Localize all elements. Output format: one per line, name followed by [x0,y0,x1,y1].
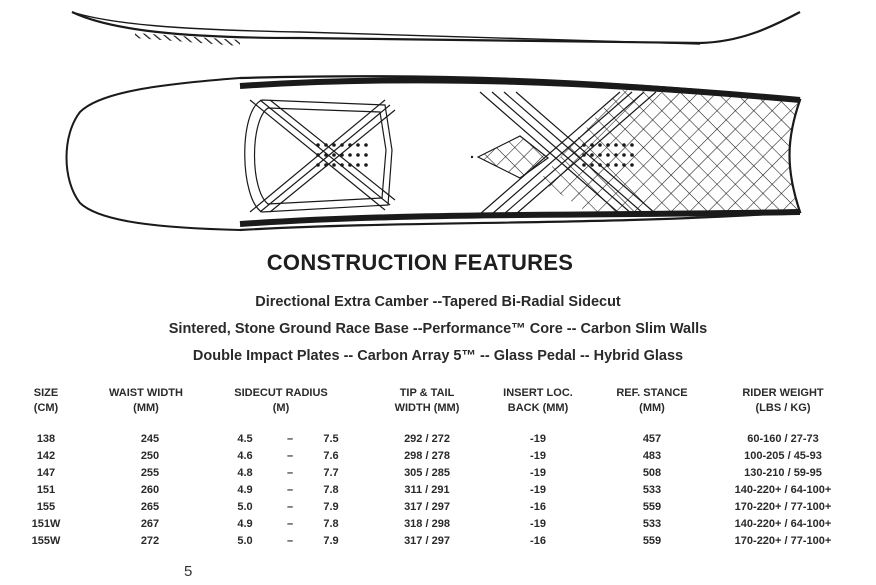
header-label: SIZE [33,387,59,399]
cell-rider-weight: 140-220+ / 64-100+ [734,484,832,496]
cell-insert: -16 [530,535,546,547]
cell-sidecut-dash: – [286,535,294,547]
cell-stance: 457 [642,433,662,445]
cell-insert: -16 [530,501,546,513]
cell-sidecut-dash: – [286,518,294,530]
cell-tip-tail: 317 / 297 [404,501,450,513]
cell-tip-tail: 311 / 291 [404,484,450,496]
cell-rider-weight: 100-205 / 45-93 [744,450,822,462]
header-size [18,386,74,416]
cell-tip-tail: 317 / 297 [404,535,450,547]
header-waist-width [98,386,194,416]
cell-sidecut-dash: – [286,467,294,479]
header-rider-weight [722,386,844,416]
cell-sidecut-min: 5.0 [237,501,253,513]
cell-sidecut-min: 4.6 [237,450,253,462]
cell-sidecut-min: 4.8 [237,467,253,479]
feature-line: Sintered, Stone Ground Race Base --Performance™ Core -- Carbon Slim Walls [168,321,708,337]
cell-size: 151 [36,484,56,496]
header-label: REF. STANCE [616,387,688,399]
cell-size: 138 [36,433,56,445]
cell-rider-weight: 130-210 / 59-95 [744,467,822,479]
cell-waist: 250 [140,450,160,462]
cell-rider-weight: 140-220+ / 64-100+ [734,518,832,530]
cell-stance: 508 [642,467,662,479]
header-unit: (LBS / KG) [755,402,811,414]
header-label: INSERT LOC. [503,387,573,399]
cell-tip-tail: 318 / 298 [404,518,450,530]
cell-rider-weight: 170-220+ / 77-100+ [734,535,832,547]
cell-stance: 533 [642,484,662,496]
cell-sidecut-min: 4.9 [237,484,253,496]
cell-sidecut-max: 7.9 [323,501,339,513]
cell-waist: 265 [140,501,160,513]
page-number: 5 [184,563,193,580]
construction-features-heading: CONSTRUCTION FEATURES [266,250,574,275]
board-side-profile [72,12,800,46]
cell-size: 155W [31,535,61,547]
header-unit: (MM) [639,402,665,414]
board-top-view [67,76,801,230]
table-row [0,517,876,534]
table-row [0,534,876,551]
cell-insert: -19 [530,450,546,462]
header-label: RIDER WEIGHT [742,387,824,399]
header-unit: BACK (MM) [507,402,569,414]
header-sidecut-radius [226,386,336,416]
snowboard-illustration [0,0,876,240]
cell-insert: -19 [530,433,546,445]
cell-stance: 559 [642,535,662,547]
feature-line: Directional Extra Camber --Tapered Bi-Radial Sidecut [255,294,621,310]
cell-sidecut-max: 7.8 [323,518,339,530]
cell-waist: 260 [140,484,160,496]
table-row [0,432,876,449]
cell-sidecut-min: 4.5 [237,433,253,445]
cell-stance: 559 [642,501,662,513]
cell-sidecut-dash: – [286,433,294,445]
cell-size: 142 [36,450,56,462]
header-unit: WIDTH (MM) [394,402,460,414]
cell-waist: 267 [140,518,160,530]
cell-sidecut-max: 7.6 [323,450,339,462]
cell-tip-tail: 305 / 285 [404,467,450,479]
header-label: TIP & TAIL [399,387,455,399]
table-row [0,483,876,500]
cell-sidecut-max: 7.7 [323,467,339,479]
cell-sidecut-max: 7.8 [323,484,339,496]
cell-stance: 483 [642,450,662,462]
cell-sidecut-max: 7.5 [323,433,339,445]
cell-rider-weight: 170-220+ / 77-100+ [734,501,832,513]
feature-line: Double Impact Plates -- Carbon Array 5™ -- Glass Pedal -- Hybrid Glass [192,348,684,364]
header-tip-tail-width [372,386,482,416]
header-insert-location [488,386,588,416]
cell-sidecut-max: 7.9 [323,535,339,547]
table-row [0,500,876,517]
cell-sidecut-dash: – [286,484,294,496]
cell-insert: -19 [530,467,546,479]
cell-sidecut-min: 4.9 [237,518,253,530]
cell-waist: 245 [140,433,160,445]
cell-insert: -19 [530,484,546,496]
cell-size: 151W [31,518,61,530]
cell-sidecut-dash: – [286,450,294,462]
cell-rider-weight: 60-160 / 27-73 [747,433,819,445]
header-unit: (MM) [133,402,159,414]
cell-insert: -19 [530,518,546,530]
header-label: WAIST WIDTH [109,387,183,399]
cell-waist: 272 [140,535,160,547]
cell-tip-tail: 298 / 278 [404,450,450,462]
cell-sidecut-dash: – [286,501,294,513]
cell-waist: 255 [140,467,160,479]
cell-size: 155 [36,501,56,513]
cell-stance: 533 [642,518,662,530]
cell-tip-tail: 292 / 272 [404,433,450,445]
cell-sidecut-min: 5.0 [237,535,253,547]
header-ref-stance [602,386,702,416]
table-row [0,449,876,466]
cell-size: 147 [36,467,56,479]
table-row [0,466,876,483]
header-unit: (M) [272,402,290,414]
header-label: SIDECUT RADIUS [234,387,328,399]
header-unit: (CM) [33,402,59,414]
